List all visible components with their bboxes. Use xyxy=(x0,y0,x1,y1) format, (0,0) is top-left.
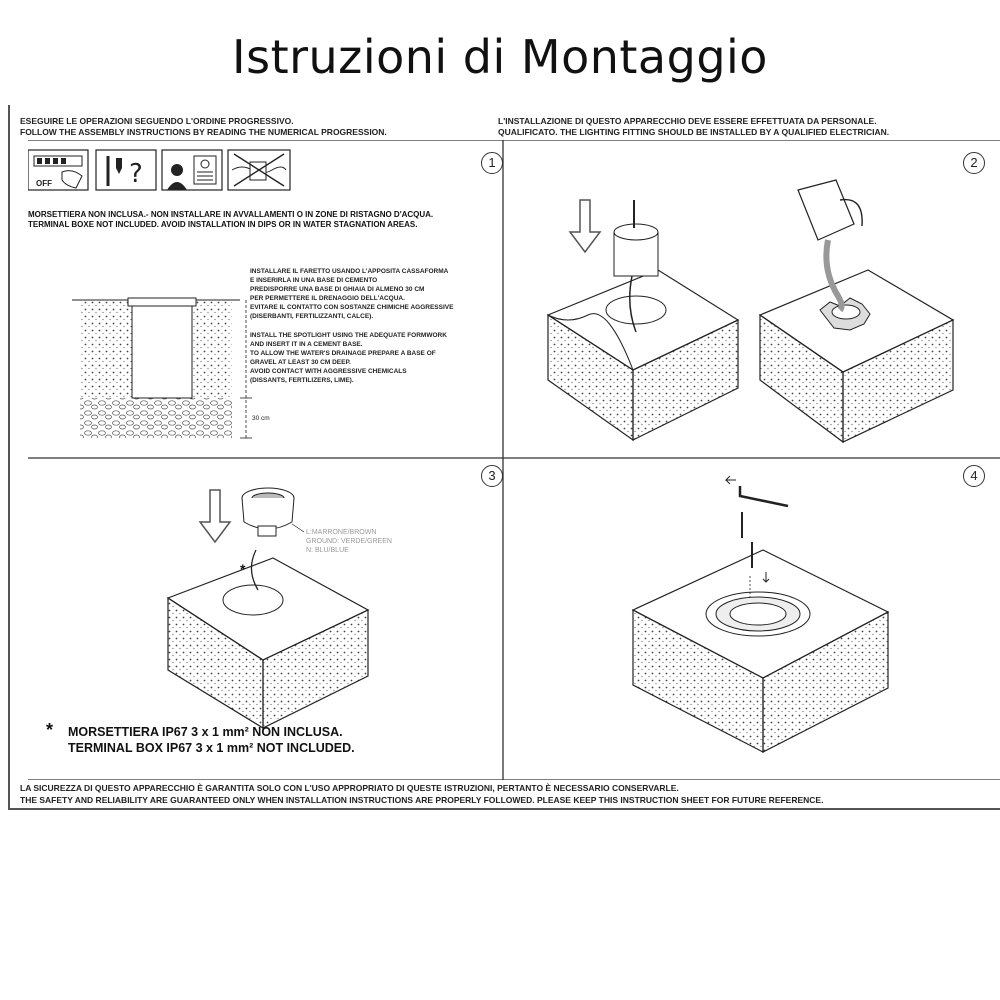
step-number-1: 1 xyxy=(481,152,503,174)
spotlight-fixture xyxy=(242,488,304,536)
svg-text:?: ? xyxy=(129,159,143,189)
footer-it: LA SICUREZZA DI QUESTO APPARECCHIO È GARANTITA SOLO CON L'USO APPROPRIATO DI QUESTE ISTRUZIONI, PERTANTO È NECESSARIO CONSERVARLE. xyxy=(20,783,679,793)
terminal-box-note-it: MORSETTIERA IP67 3 x 1 mm² NON INCLUSA. xyxy=(68,725,343,739)
step4-block xyxy=(633,550,888,752)
step1-instruction-en-2: AND INSERT IT IN A CEMENT BASE. xyxy=(250,341,363,348)
step1-instruction-it-5: EVITARE IL CONTATTO CON SOSTANZE CHIMICHE AGGRESSIVE xyxy=(250,304,454,311)
step1-instruction-en-4: GRAVEL AT LEAST 30 CM DEEP. xyxy=(250,359,351,366)
header-right-it: L'INSTALLAZIONE DI QUESTO APPARECCHIO DEVE ESSERE EFFETTUATA DA PERSONALE. xyxy=(498,116,877,126)
step1-instruction-it-1: INSTALLARE IL FARETTO USANDO L'APPOSITA CASSAFORMA xyxy=(250,268,449,275)
step1-instruction-en-1: INSTALL THE SPOTLIGHT USING THE ADEQUATE FORMWORK xyxy=(250,332,447,339)
installation-cross-section xyxy=(72,298,252,438)
step3-block xyxy=(168,550,368,728)
down-arrow-step2 xyxy=(570,200,600,252)
step-number-2: 2 xyxy=(963,152,985,174)
depth-label: 30 cm xyxy=(252,415,270,422)
step-number-4: 4 xyxy=(963,465,985,487)
page-title: Istruzioni di Montaggio xyxy=(232,30,768,84)
note-asterisk: * xyxy=(46,720,54,740)
step1-warning-it: MORSETTIERA NON INCLUSA.- NON INSTALLARE IN AVVALLAMENTI O IN ZONE DI RISTAGNO D'ACQUA. xyxy=(28,210,434,219)
sheet-border-bottom xyxy=(8,808,1000,810)
wiring-blue: N: BLU/BLUE xyxy=(306,547,349,554)
tools-question-icon xyxy=(96,150,156,190)
terminal-box-note-en: TERMINAL BOX IP67 3 x 1 mm² NOT INCLUDED. xyxy=(68,741,355,755)
step1-instruction-it-6: (DISERBANTI, FERTILIZZANTI, CALCE). xyxy=(250,313,374,320)
sheet-border-left xyxy=(8,105,10,810)
allen-key-icon xyxy=(726,476,788,506)
wiring-green: GROUND: VERDE/GREEN xyxy=(306,538,392,545)
header-left-en: FOLLOW THE ASSEMBLY INSTRUCTIONS BY READING THE NUMERICAL PROGRESSION. xyxy=(20,127,387,137)
steps-grid xyxy=(28,140,1000,780)
no-water-stagnation-icon xyxy=(228,150,290,190)
step1-instruction-en-3: TO ALLOW THE WATER'S DRAINAGE PREPARE A BASE OF xyxy=(250,350,436,357)
off-label: OFF xyxy=(36,179,52,188)
electrician-icon xyxy=(162,150,222,190)
step1-instruction-en-5: AVOID CONTACT WITH AGGRESSIVE CHEMICALS xyxy=(250,368,407,375)
instruction-sheet xyxy=(8,105,1000,810)
header-right-en: QUALIFICATO. THE LIGHTING FITTING SHOULD BE INSTALLED BY A QUALIFIED ELECTRICIAN. xyxy=(498,127,890,137)
footer-en: THE SAFETY AND RELIABILITY ARE GUARANTEED ONLY WHEN INSTALLATION INSTRUCTIONS ARE PROPERLY FOLLOWED. PLEASE KEEP THIS INSTRUCTION SHEET FOR FUTURE REFERENCE. xyxy=(20,795,824,805)
step2-block-cement-pour xyxy=(760,180,953,442)
step1-instruction-it-4: PER PERMETTERE IL DRENAGGIO DELL'ACQUA. xyxy=(250,295,405,302)
wiring-brown: L:MARRONE/BROWN xyxy=(306,529,377,536)
step-number-3: 3 xyxy=(481,465,503,487)
step1-instruction-en-6: (DISSANTS, FERTILIZERS, LIME). xyxy=(250,377,354,384)
wire-asterisk: * xyxy=(240,561,246,577)
header-left-it: ESEGUIRE LE OPERAZIONI SEGUENDO L'ORDINE PROGRESSIVO. xyxy=(20,116,294,126)
steps-illustrations xyxy=(28,140,1000,780)
step1-instruction-it-3: PREDISPORRE UNA BASE DI GHIAIA DI ALMENO 30 CM xyxy=(250,286,425,293)
step1-instruction-it-2: E INSERIRLA IN UNA BASE DI CEMENTO xyxy=(250,277,378,284)
step1-warning-en: TERMINAL BOXE NOT INCLUDED. AVOID INSTALLATION IN DIPS OR IN WATER STAGNATION AREAS. xyxy=(28,220,418,229)
down-arrow-step3 xyxy=(200,490,230,542)
